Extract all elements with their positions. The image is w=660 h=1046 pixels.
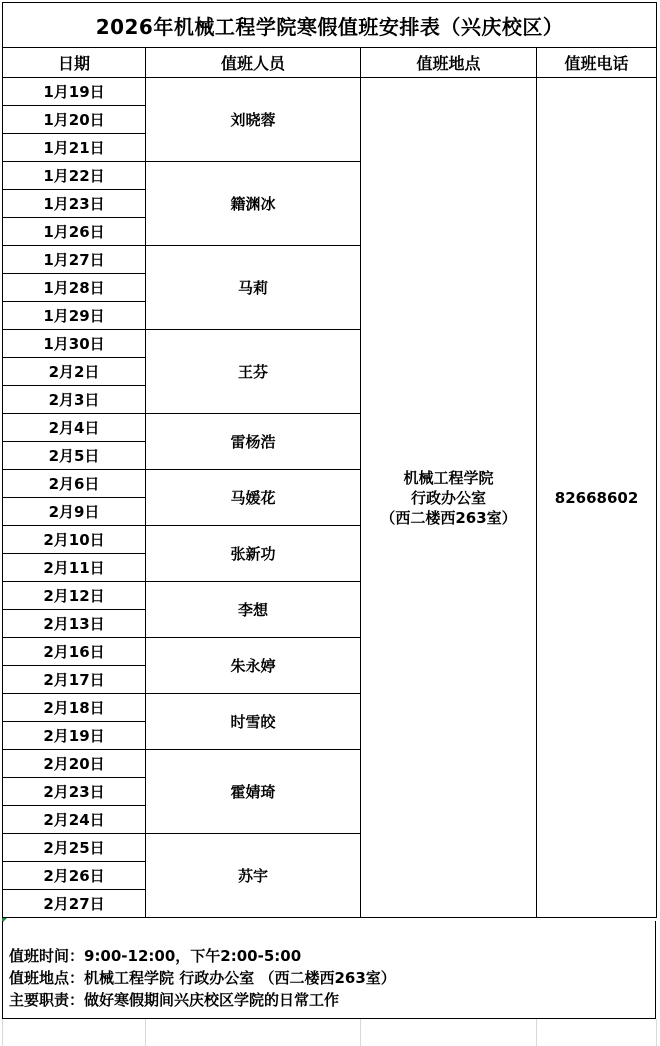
grid-line (656, 1019, 657, 1046)
person-cell: 张新功 (146, 526, 361, 582)
date-cell: 1月30日 (3, 330, 146, 358)
grid-line (536, 1019, 537, 1046)
header-location: 值班地点 (361, 48, 537, 78)
person-cell: 时雪皎 (146, 694, 361, 750)
notes-cell (2, 921, 656, 1019)
date-cell: 2月10日 (3, 526, 146, 554)
date-cell: 2月6日 (3, 470, 146, 498)
date-cell: 1月23日 (3, 190, 146, 218)
location-line2: 行政办公室 (410, 488, 486, 507)
location-cell (361, 78, 537, 918)
table-row (3, 78, 657, 106)
grid-line (360, 1019, 361, 1046)
person-cell: 刘晓蓉 (146, 78, 361, 162)
person-cell: 苏宇 (146, 834, 361, 918)
date-cell: 1月29日 (3, 302, 146, 330)
header-phone: 值班电话 (537, 48, 657, 78)
grid-line (2, 1019, 3, 1046)
person-cell: 李想 (146, 582, 361, 638)
date-cell: 2月2日 (3, 358, 146, 386)
date-cell: 2月5日 (3, 442, 146, 470)
person-cell: 雷杨浩 (146, 414, 361, 470)
date-cell: 2月16日 (3, 638, 146, 666)
date-cell: 2月27日 (3, 890, 146, 918)
header-person: 值班人员 (146, 48, 361, 78)
note-duty-place: 值班地点：机械工程学院 行政办公室 （西二楼西263室） (9, 969, 396, 987)
sheet-title: 2026年机械工程学院寒假值班安排表（兴庆校区） (3, 3, 657, 48)
note-duty-time: 值班时间：9:00-12:00，下午2:00-5:00 (9, 947, 302, 965)
date-cell: 2月11日 (3, 554, 146, 582)
note-main-duty: 主要职责：做好寒假期间兴庆校区学院的日常工作 (9, 991, 340, 1009)
date-cell: 2月20日 (3, 750, 146, 778)
date-cell: 2月23日 (3, 778, 146, 806)
person-cell: 王芬 (146, 330, 361, 414)
person-cell: 朱永婷 (146, 638, 361, 694)
date-cell: 1月26日 (3, 218, 146, 246)
date-cell: 2月13日 (3, 610, 146, 638)
header-date: 日期 (3, 48, 146, 78)
person-cell: 籍渊冰 (146, 162, 361, 246)
date-cell: 2月24日 (3, 806, 146, 834)
grid-line (145, 1019, 146, 1046)
duty-schedule-table (2, 2, 657, 918)
date-cell: 2月18日 (3, 694, 146, 722)
date-cell: 1月28日 (3, 274, 146, 302)
person-cell: 马媛花 (146, 470, 361, 526)
empty-grid-rows (0, 1019, 660, 1046)
date-cell: 2月17日 (3, 666, 146, 694)
person-cell: 马莉 (146, 246, 361, 330)
location-line3: （西二楼西263室） (380, 508, 517, 527)
date-cell: 2月9日 (3, 498, 146, 526)
duty-schedule-sheet (2, 2, 656, 918)
location-line1: 机械工程学院 (403, 468, 494, 487)
phone-cell: 82668602 (537, 78, 657, 918)
date-cell: 1月21日 (3, 134, 146, 162)
date-cell: 1月19日 (3, 78, 146, 106)
date-cell: 1月27日 (3, 246, 146, 274)
person-cell: 霍婧琦 (146, 750, 361, 834)
date-cell: 2月25日 (3, 834, 146, 862)
date-cell: 2月4日 (3, 414, 146, 442)
date-cell: 2月19日 (3, 722, 146, 750)
date-cell: 2月26日 (3, 862, 146, 890)
date-cell: 1月22日 (3, 162, 146, 190)
date-cell: 2月12日 (3, 582, 146, 610)
date-cell: 2月3日 (3, 386, 146, 414)
date-cell: 1月20日 (3, 106, 146, 134)
